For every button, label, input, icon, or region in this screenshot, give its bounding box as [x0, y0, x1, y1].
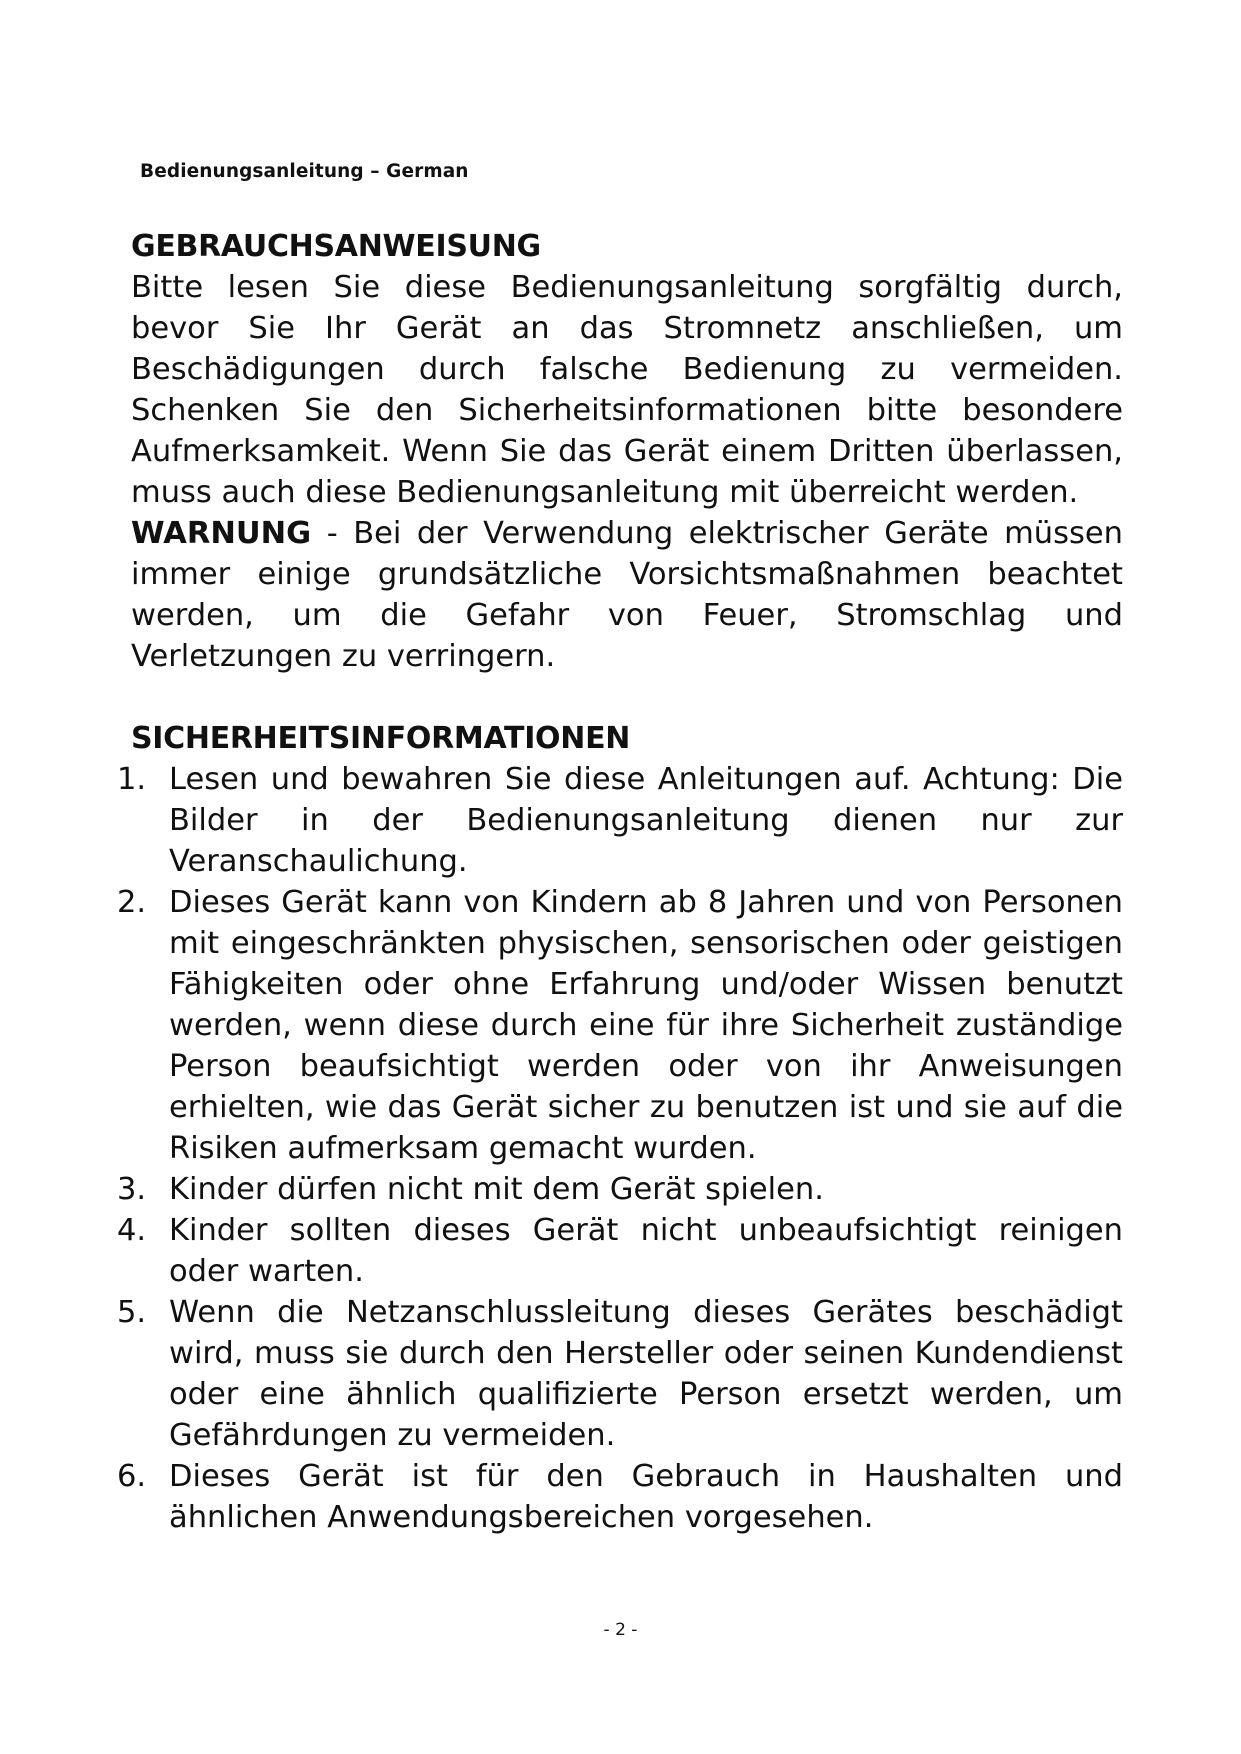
- list-item-text: Kinder dürfen nicht mit dem Gerät spielen.: [169, 1172, 824, 1207]
- page-number: - 2 -: [603, 1620, 638, 1640]
- list-item-number: 6.: [117, 1459, 147, 1494]
- document-header-label: Bedienungsanleitung – German: [140, 161, 469, 182]
- safety-list-item: [117, 882, 1123, 1169]
- instructions-heading: GEBRAUCHSANWEISUNG: [131, 229, 541, 264]
- safety-heading: SICHERHEITSINFORMATIONEN: [131, 721, 631, 756]
- list-item-number: 1.: [117, 762, 147, 797]
- list-item-text: Dieses Gerät kann von Kindern ab 8 Jahren und von Personen mit eingeschränkten physischen, sensorischen oder geistigen Fähigkeiten oder ohne Erfahrung und/oder Wissen benutzt werden, wenn diese durch eine für ihre Sicherheit zuständige Person beaufsichtigt werden oder von ihr Anweisungen erhielten, wie das Gerät sicher zu benutzen ist und sie auf die Risiken aufmerksam gemacht wurden.: [169, 885, 1123, 1166]
- safety-list: [117, 759, 1123, 1538]
- safety-list-item: [117, 1292, 1123, 1456]
- safety-list-item: [117, 759, 1123, 882]
- warning-label: WARNUNG: [131, 516, 312, 551]
- section-spacer: [131, 677, 1123, 718]
- safety-list-item: [117, 1169, 1123, 1210]
- instructions-paragraph: Bitte lesen Sie diese Bedienungsanleitung sorgfältig durch, bevor Sie Ihr Gerät an das Stromnetz anschließen, um Beschädigungen durch falsche Bedienung zu vermeiden. Schenken Sie den Sicherheitsinformationen bitte besondere Aufmerksamkeit. Wenn Sie das Gerät einem Dritten überlassen, muss auch diese Bedienungsanleitung mit überreicht werden.: [131, 270, 1123, 510]
- list-item-text: Wenn die Netzanschlussleitung dieses Gerätes beschädigt wird, muss sie durch den Hersteller oder seinen Kundendienst oder eine ähnlich qualifizierte Person ersetzt werden, um Gefährdungen zu vermeiden.: [169, 1295, 1123, 1453]
- list-item-number: 3.: [117, 1172, 147, 1207]
- warning-paragraph: [131, 513, 1123, 677]
- safety-list-item: [117, 1456, 1123, 1538]
- list-item-text: Lesen und bewahren Sie diese Anleitungen auf. Achtung: Die Bilder in der Bedienungsanleitung dienen nur zur Veranschaulichung.: [169, 762, 1123, 879]
- safety-list-item: [117, 1210, 1123, 1292]
- list-item-text: Kinder sollten dieses Gerät nicht unbeaufsichtigt reinigen oder warten.: [169, 1213, 1123, 1289]
- list-item-number: 2.: [117, 885, 147, 920]
- list-item-text: Dieses Gerät ist für den Gebrauch in Haushalten und ähnlichen Anwendungsbereichen vorgesehen.: [169, 1459, 1123, 1535]
- list-item-number: 4.: [117, 1213, 147, 1248]
- list-item-number: 5.: [117, 1295, 147, 1330]
- warning-text: - Bei der Verwendung elektrischer Geräte müssen immer einige grundsätzliche Vorsichtsmaßnahmen beachtet werden, um die Gefahr von Feuer, Stromschlag und Verletzungen zu verringern.: [131, 516, 1123, 674]
- main-content: [117, 226, 1123, 1538]
